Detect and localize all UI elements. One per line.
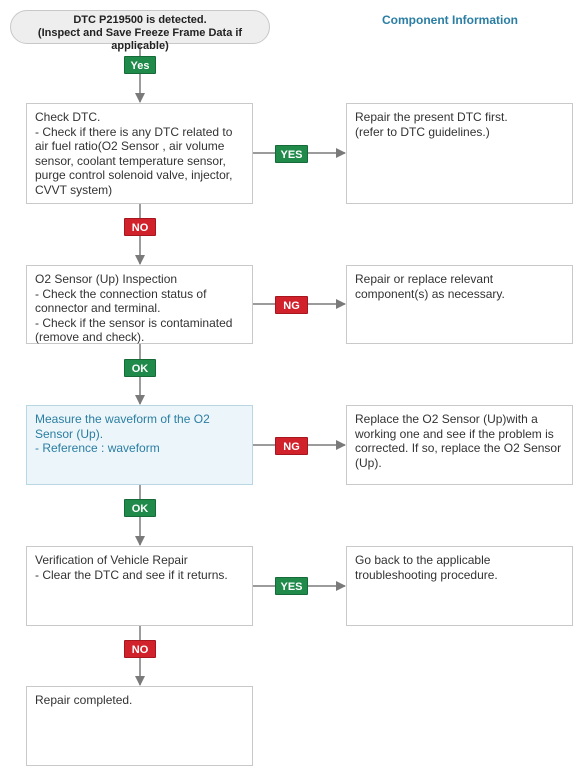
step-line: Verification of Vehicle Repair — [35, 553, 188, 567]
badge-yes-start: Yes — [124, 56, 156, 74]
result-line: troubleshooting procedure. — [355, 567, 498, 582]
step-repair-completed — [26, 686, 253, 766]
result-line: (Up). — [355, 455, 382, 470]
result-replace-o2-sensor — [346, 405, 573, 485]
step-line: Check DTC. — [35, 110, 101, 124]
result-line: Repair the present DTC first. — [355, 110, 508, 124]
result-line: Repair or replace relevant — [355, 272, 494, 286]
step-line: O2 Sensor (Up) Inspection — [35, 272, 178, 286]
step-line: (remove and check). — [35, 330, 145, 344]
step-line: - Check if the sensor is contaminated — [35, 315, 233, 330]
step-line: CVVT system) — [35, 182, 113, 197]
badge-ok-step2: OK — [124, 359, 156, 377]
waveform-reference-link[interactable]: - Reference : waveform — [35, 441, 160, 455]
step-measure-waveform[interactable] — [26, 405, 253, 485]
start-node — [10, 10, 270, 52]
result-line: Replace the O2 Sensor (Up)with a — [355, 412, 538, 426]
badge-yes-step1: YES — [275, 145, 308, 163]
result-line: corrected. If so, replace the O2 Sensor — [355, 441, 562, 455]
step-line: - Clear the DTC and see if it returns. — [35, 567, 228, 582]
badge-no-step1: NO — [124, 218, 156, 236]
result-line: Go back to the applicable — [355, 553, 491, 567]
step-check-dtc — [26, 103, 253, 204]
step-line: - Check the connection status of — [35, 286, 207, 301]
start-line-2: (Inspect and Save Freeze Frame Data if applicable) — [37, 27, 243, 52]
result-line: working one and see if the problem is — [355, 426, 554, 441]
result-repair-replace-component — [346, 265, 573, 344]
step-o2-sensor-inspection — [26, 265, 253, 344]
badge-no-step4: NO — [124, 640, 156, 658]
start-line-1: DTC P219500 is detected. — [73, 14, 207, 26]
result-line: (refer to DTC guidelines.) — [355, 124, 490, 139]
component-information-heading[interactable]: Component Information — [382, 13, 518, 27]
result-go-back-troubleshooting — [346, 546, 573, 626]
step-line: air fuel ratio(O2 Sensor , air volume — [35, 139, 225, 153]
step-line: Repair completed. — [35, 693, 133, 707]
result-repair-present-dtc — [346, 103, 573, 204]
step-line: sensor, coolant temperature sensor, — [35, 153, 226, 168]
step-verification-vehicle-repair — [26, 546, 253, 626]
badge-ng-step3: NG — [275, 437, 308, 455]
badge-ng-step2: NG — [275, 296, 308, 314]
step-line: - Check if there is any DTC related to — [35, 124, 233, 139]
step-line: purge control solenoid valve, injector, — [35, 168, 233, 182]
step-line: Sensor (Up). — [35, 426, 104, 441]
badge-yes-step4: YES — [275, 577, 308, 595]
badge-ok-step3: OK — [124, 499, 156, 517]
step-line: connector and terminal. — [35, 301, 161, 315]
result-line: component(s) as necessary. — [355, 286, 505, 301]
step-line: Measure the waveform of the O2 — [35, 412, 210, 426]
